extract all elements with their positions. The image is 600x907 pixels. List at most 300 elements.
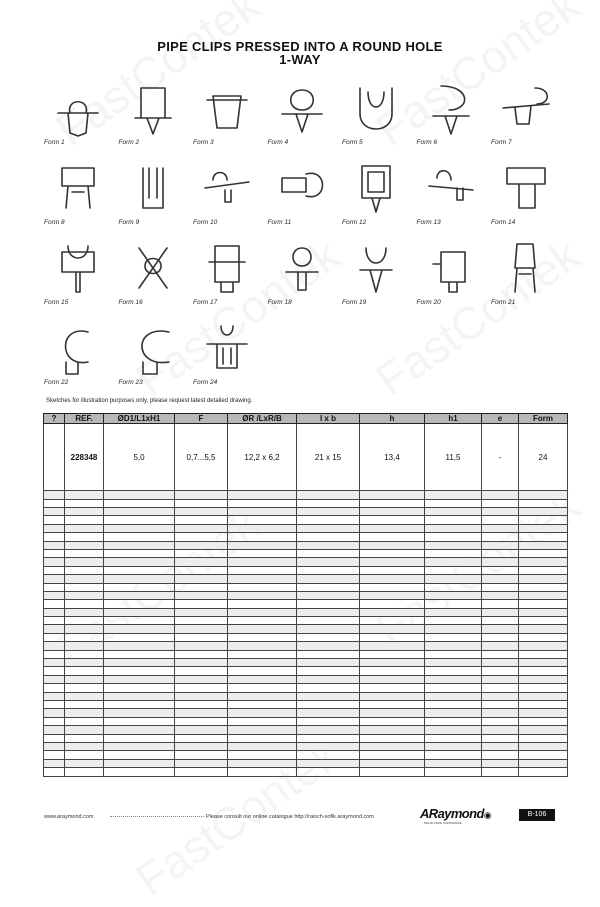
cell bbox=[175, 751, 228, 759]
cell bbox=[360, 617, 425, 625]
cell bbox=[228, 742, 297, 750]
cell bbox=[425, 768, 482, 777]
cell bbox=[175, 692, 228, 700]
cell bbox=[482, 516, 519, 524]
cell bbox=[228, 667, 297, 675]
cell bbox=[104, 524, 175, 532]
cell bbox=[65, 751, 104, 759]
cell bbox=[360, 659, 425, 667]
cell bbox=[360, 533, 425, 541]
table-row bbox=[44, 508, 568, 516]
cell bbox=[175, 684, 228, 692]
cell bbox=[65, 759, 104, 767]
form-sketch-22 bbox=[44, 318, 118, 392]
cell bbox=[44, 524, 65, 532]
cell bbox=[228, 575, 297, 583]
cell bbox=[175, 642, 228, 650]
cell bbox=[44, 675, 65, 683]
col-header: e bbox=[482, 414, 519, 424]
table-row bbox=[44, 742, 568, 750]
cell bbox=[482, 566, 519, 574]
cell bbox=[175, 659, 228, 667]
cell bbox=[519, 617, 568, 625]
cell bbox=[297, 608, 360, 616]
cell bbox=[175, 742, 228, 750]
cell bbox=[297, 549, 360, 557]
cell bbox=[425, 642, 482, 650]
cell bbox=[65, 701, 104, 709]
footer-website[interactable]: www.araymond.com bbox=[44, 814, 94, 820]
cell bbox=[297, 726, 360, 734]
cell bbox=[482, 583, 519, 591]
form-sketch-20 bbox=[417, 238, 491, 312]
cell bbox=[297, 667, 360, 675]
cell bbox=[482, 742, 519, 750]
cell bbox=[65, 549, 104, 557]
cell bbox=[104, 659, 175, 667]
cell bbox=[65, 768, 104, 777]
cell bbox=[104, 566, 175, 574]
cell bbox=[65, 717, 104, 725]
pipe-clip-icon bbox=[123, 78, 183, 138]
cell bbox=[360, 734, 425, 742]
cell bbox=[228, 617, 297, 625]
cell bbox=[44, 617, 65, 625]
cell bbox=[297, 499, 360, 507]
cell bbox=[104, 625, 175, 633]
cell bbox=[104, 734, 175, 742]
cell bbox=[228, 726, 297, 734]
cell bbox=[360, 709, 425, 717]
cell bbox=[425, 751, 482, 759]
cell bbox=[425, 659, 482, 667]
pipe-clip-icon bbox=[495, 78, 555, 138]
araymond-logo: ARaymond◉ bbox=[420, 806, 492, 821]
table-row bbox=[44, 533, 568, 541]
cell bbox=[228, 541, 297, 549]
cell bbox=[65, 625, 104, 633]
cell bbox=[360, 759, 425, 767]
table-row bbox=[44, 650, 568, 658]
cell bbox=[175, 499, 228, 507]
col-header: ? bbox=[44, 414, 65, 424]
cell bbox=[104, 768, 175, 777]
cell bbox=[65, 633, 104, 641]
cell bbox=[44, 717, 65, 725]
pipe-clip-icon bbox=[421, 158, 481, 218]
cell bbox=[104, 617, 175, 625]
cell bbox=[519, 717, 568, 725]
cell bbox=[482, 759, 519, 767]
cell bbox=[44, 726, 65, 734]
form-sketch-4 bbox=[268, 78, 342, 152]
cell bbox=[425, 742, 482, 750]
cell bbox=[44, 566, 65, 574]
cell bbox=[175, 726, 228, 734]
cell bbox=[175, 541, 228, 549]
form-label: Form 4 bbox=[267, 139, 289, 146]
page-title bbox=[0, 40, 600, 66]
table-row bbox=[44, 524, 568, 532]
cell bbox=[44, 499, 65, 507]
cell bbox=[44, 491, 65, 499]
cell bbox=[228, 659, 297, 667]
cell bbox=[175, 650, 228, 658]
col-header: l x b bbox=[297, 414, 360, 424]
form-sketch-18 bbox=[268, 238, 342, 312]
cell bbox=[44, 684, 65, 692]
cell bbox=[482, 491, 519, 499]
cell bbox=[297, 524, 360, 532]
cell bbox=[519, 508, 568, 516]
cell bbox=[228, 549, 297, 557]
pipe-clip-icon bbox=[421, 78, 481, 138]
cell bbox=[360, 717, 425, 725]
cell bbox=[44, 516, 65, 524]
cell bbox=[104, 692, 175, 700]
cell bbox=[228, 491, 297, 499]
cell bbox=[425, 625, 482, 633]
pipe-clip-icon bbox=[48, 238, 108, 298]
illustration-note: Sketches for illustration purposes only, please request latest detailed drawing. bbox=[46, 398, 253, 404]
cell bbox=[228, 768, 297, 777]
table-row bbox=[44, 617, 568, 625]
form-label: Form 18 bbox=[267, 299, 292, 306]
table-row bbox=[44, 684, 568, 692]
table-row bbox=[44, 759, 568, 767]
table-row bbox=[44, 491, 568, 499]
cell bbox=[65, 558, 104, 566]
cell bbox=[519, 549, 568, 557]
cell bbox=[44, 591, 65, 599]
cell bbox=[228, 734, 297, 742]
cell bbox=[482, 667, 519, 675]
form-label: Form 7 bbox=[491, 139, 512, 146]
footer-catalogue-link[interactable]: Please consult our online catalogue http://raisch-sofik.araymond.com bbox=[206, 814, 374, 820]
cell bbox=[360, 742, 425, 750]
form-sketch-19 bbox=[342, 238, 416, 312]
cell bbox=[44, 558, 65, 566]
cell bbox=[360, 558, 425, 566]
cell bbox=[519, 583, 568, 591]
cell bbox=[360, 499, 425, 507]
cell bbox=[425, 717, 482, 725]
cell bbox=[519, 608, 568, 616]
cell bbox=[44, 424, 65, 491]
cell bbox=[297, 575, 360, 583]
pipe-clip-icon bbox=[272, 158, 332, 218]
table-row bbox=[44, 667, 568, 675]
cell bbox=[44, 709, 65, 717]
cell bbox=[519, 491, 568, 499]
cell bbox=[65, 650, 104, 658]
form-sketch-23 bbox=[119, 318, 193, 392]
table-row bbox=[44, 600, 568, 608]
cell bbox=[482, 751, 519, 759]
cell bbox=[519, 701, 568, 709]
cell bbox=[360, 583, 425, 591]
cell bbox=[425, 583, 482, 591]
table-row bbox=[44, 659, 568, 667]
cell bbox=[360, 625, 425, 633]
cell bbox=[228, 633, 297, 641]
spec-table bbox=[43, 413, 568, 777]
cell bbox=[482, 717, 519, 725]
cell bbox=[44, 742, 65, 750]
cell bbox=[297, 583, 360, 591]
pipe-clip-icon bbox=[495, 238, 555, 298]
cell bbox=[65, 491, 104, 499]
cell bbox=[104, 583, 175, 591]
pipe-clip-icon bbox=[48, 158, 108, 218]
cell bbox=[104, 633, 175, 641]
cell bbox=[297, 558, 360, 566]
brand-tagline: SOLID TRAIL CONSTANCE bbox=[424, 821, 462, 825]
cell bbox=[482, 726, 519, 734]
cell bbox=[228, 608, 297, 616]
cell bbox=[65, 508, 104, 516]
col-header: Form bbox=[519, 414, 568, 424]
cell bbox=[297, 684, 360, 692]
cell bbox=[425, 709, 482, 717]
cell bbox=[360, 591, 425, 599]
pipe-clip-icon bbox=[346, 238, 406, 298]
cell bbox=[228, 533, 297, 541]
table-row bbox=[44, 734, 568, 742]
cell bbox=[175, 533, 228, 541]
cell bbox=[425, 566, 482, 574]
pipe-clip-icon bbox=[272, 238, 332, 298]
table-row bbox=[44, 424, 568, 491]
cell bbox=[104, 751, 175, 759]
cell bbox=[425, 675, 482, 683]
page-number: B-106 bbox=[519, 809, 555, 821]
form-sketch-11 bbox=[268, 158, 342, 232]
cell bbox=[482, 608, 519, 616]
cell bbox=[228, 701, 297, 709]
cell bbox=[482, 684, 519, 692]
cell bbox=[425, 684, 482, 692]
table-row bbox=[44, 558, 568, 566]
cell bbox=[482, 768, 519, 777]
cell bbox=[519, 625, 568, 633]
cell bbox=[297, 759, 360, 767]
cell bbox=[44, 625, 65, 633]
table-row bbox=[44, 549, 568, 557]
cell bbox=[482, 591, 519, 599]
form-sketch-12 bbox=[342, 158, 416, 232]
cell bbox=[65, 533, 104, 541]
cell bbox=[297, 625, 360, 633]
cell bbox=[175, 516, 228, 524]
cell bbox=[425, 759, 482, 767]
cell bbox=[65, 566, 104, 574]
cell bbox=[360, 541, 425, 549]
form-label: Form 19 bbox=[342, 299, 367, 306]
form-label: Form 22 bbox=[44, 379, 69, 386]
cell bbox=[297, 617, 360, 625]
cell bbox=[104, 558, 175, 566]
cell bbox=[44, 508, 65, 516]
cell bbox=[519, 575, 568, 583]
cell bbox=[519, 591, 568, 599]
cell bbox=[425, 726, 482, 734]
cell bbox=[425, 533, 482, 541]
form-sketch-10 bbox=[193, 158, 267, 232]
cell bbox=[297, 734, 360, 742]
cell bbox=[297, 516, 360, 524]
cell bbox=[360, 575, 425, 583]
cell bbox=[44, 751, 65, 759]
cell bbox=[104, 608, 175, 616]
pipe-clip-icon bbox=[48, 78, 108, 138]
cell bbox=[297, 751, 360, 759]
form-label: Form 9 bbox=[118, 219, 140, 226]
table-row bbox=[44, 591, 568, 599]
cell bbox=[360, 566, 425, 574]
cell bbox=[360, 768, 425, 777]
pipe-clip-icon bbox=[495, 158, 555, 218]
cell bbox=[175, 759, 228, 767]
cell bbox=[175, 575, 228, 583]
cell bbox=[297, 742, 360, 750]
form-label: Form 10 bbox=[193, 219, 218, 226]
cell bbox=[104, 600, 175, 608]
cell bbox=[44, 583, 65, 591]
cell bbox=[519, 734, 568, 742]
table-row bbox=[44, 566, 568, 574]
cell bbox=[175, 491, 228, 499]
cell bbox=[519, 566, 568, 574]
form-sketch-3 bbox=[193, 78, 267, 152]
cell bbox=[175, 675, 228, 683]
cell bbox=[297, 717, 360, 725]
cell bbox=[425, 608, 482, 616]
title-line2: 1-WAY bbox=[279, 52, 321, 67]
form-label: Form 6 bbox=[416, 139, 438, 146]
col-header: h1 bbox=[425, 414, 482, 424]
cell: 12,2 x 6,2 bbox=[228, 424, 297, 491]
cell bbox=[425, 701, 482, 709]
cell bbox=[297, 701, 360, 709]
cell bbox=[228, 499, 297, 507]
cell bbox=[228, 516, 297, 524]
cell bbox=[104, 709, 175, 717]
cell bbox=[482, 558, 519, 566]
cell bbox=[519, 499, 568, 507]
table-row bbox=[44, 717, 568, 725]
cell bbox=[65, 617, 104, 625]
cell bbox=[44, 692, 65, 700]
cell bbox=[104, 650, 175, 658]
pipe-clip-icon bbox=[197, 78, 257, 138]
form-sketch-7 bbox=[491, 78, 565, 152]
cell bbox=[104, 667, 175, 675]
cell bbox=[297, 566, 360, 574]
cell bbox=[175, 625, 228, 633]
form-label: Form 5 bbox=[342, 139, 363, 146]
cell bbox=[519, 667, 568, 675]
cell bbox=[519, 659, 568, 667]
table-row bbox=[44, 675, 568, 683]
table-row bbox=[44, 633, 568, 641]
cell bbox=[360, 600, 425, 608]
cell bbox=[519, 650, 568, 658]
cell bbox=[297, 600, 360, 608]
pipe-clip-icon bbox=[346, 78, 406, 138]
cell: 21 x 15 bbox=[297, 424, 360, 491]
cell bbox=[360, 751, 425, 759]
cell bbox=[228, 600, 297, 608]
form-sketch-5 bbox=[342, 78, 416, 152]
pipe-clip-icon bbox=[123, 238, 183, 298]
cell bbox=[65, 516, 104, 524]
cell bbox=[425, 575, 482, 583]
cell bbox=[175, 734, 228, 742]
col-header: h bbox=[360, 414, 425, 424]
cell bbox=[482, 692, 519, 700]
cell bbox=[44, 633, 65, 641]
cell bbox=[297, 491, 360, 499]
cell bbox=[44, 667, 65, 675]
cell bbox=[228, 684, 297, 692]
footer-divider bbox=[110, 816, 204, 817]
cell bbox=[425, 541, 482, 549]
cell bbox=[44, 608, 65, 616]
cell bbox=[482, 650, 519, 658]
cell bbox=[519, 541, 568, 549]
cell bbox=[297, 768, 360, 777]
cell bbox=[519, 524, 568, 532]
form-label: Form 11 bbox=[267, 219, 292, 226]
cell bbox=[104, 516, 175, 524]
cell bbox=[519, 533, 568, 541]
cell bbox=[104, 742, 175, 750]
cell bbox=[360, 684, 425, 692]
cell bbox=[104, 499, 175, 507]
cell bbox=[360, 642, 425, 650]
cell bbox=[482, 600, 519, 608]
col-header: F bbox=[175, 414, 228, 424]
table-row bbox=[44, 499, 568, 507]
cell bbox=[175, 566, 228, 574]
cell bbox=[297, 642, 360, 650]
cell bbox=[297, 692, 360, 700]
cell bbox=[65, 667, 104, 675]
form-sketch-1 bbox=[44, 78, 118, 152]
cell bbox=[360, 701, 425, 709]
table-row bbox=[44, 751, 568, 759]
cell bbox=[482, 499, 519, 507]
cell bbox=[228, 583, 297, 591]
cell bbox=[482, 549, 519, 557]
cell bbox=[175, 549, 228, 557]
cell bbox=[228, 524, 297, 532]
cell bbox=[519, 642, 568, 650]
form-label: Form 15 bbox=[44, 299, 69, 306]
cell bbox=[297, 633, 360, 641]
form-sketch-16 bbox=[119, 238, 193, 312]
cell bbox=[297, 675, 360, 683]
cell bbox=[104, 759, 175, 767]
cell bbox=[65, 583, 104, 591]
cell bbox=[175, 667, 228, 675]
cell: 13,4 bbox=[360, 424, 425, 491]
cell: - bbox=[482, 424, 519, 491]
cell bbox=[65, 726, 104, 734]
cell bbox=[425, 508, 482, 516]
table-row bbox=[44, 768, 568, 777]
